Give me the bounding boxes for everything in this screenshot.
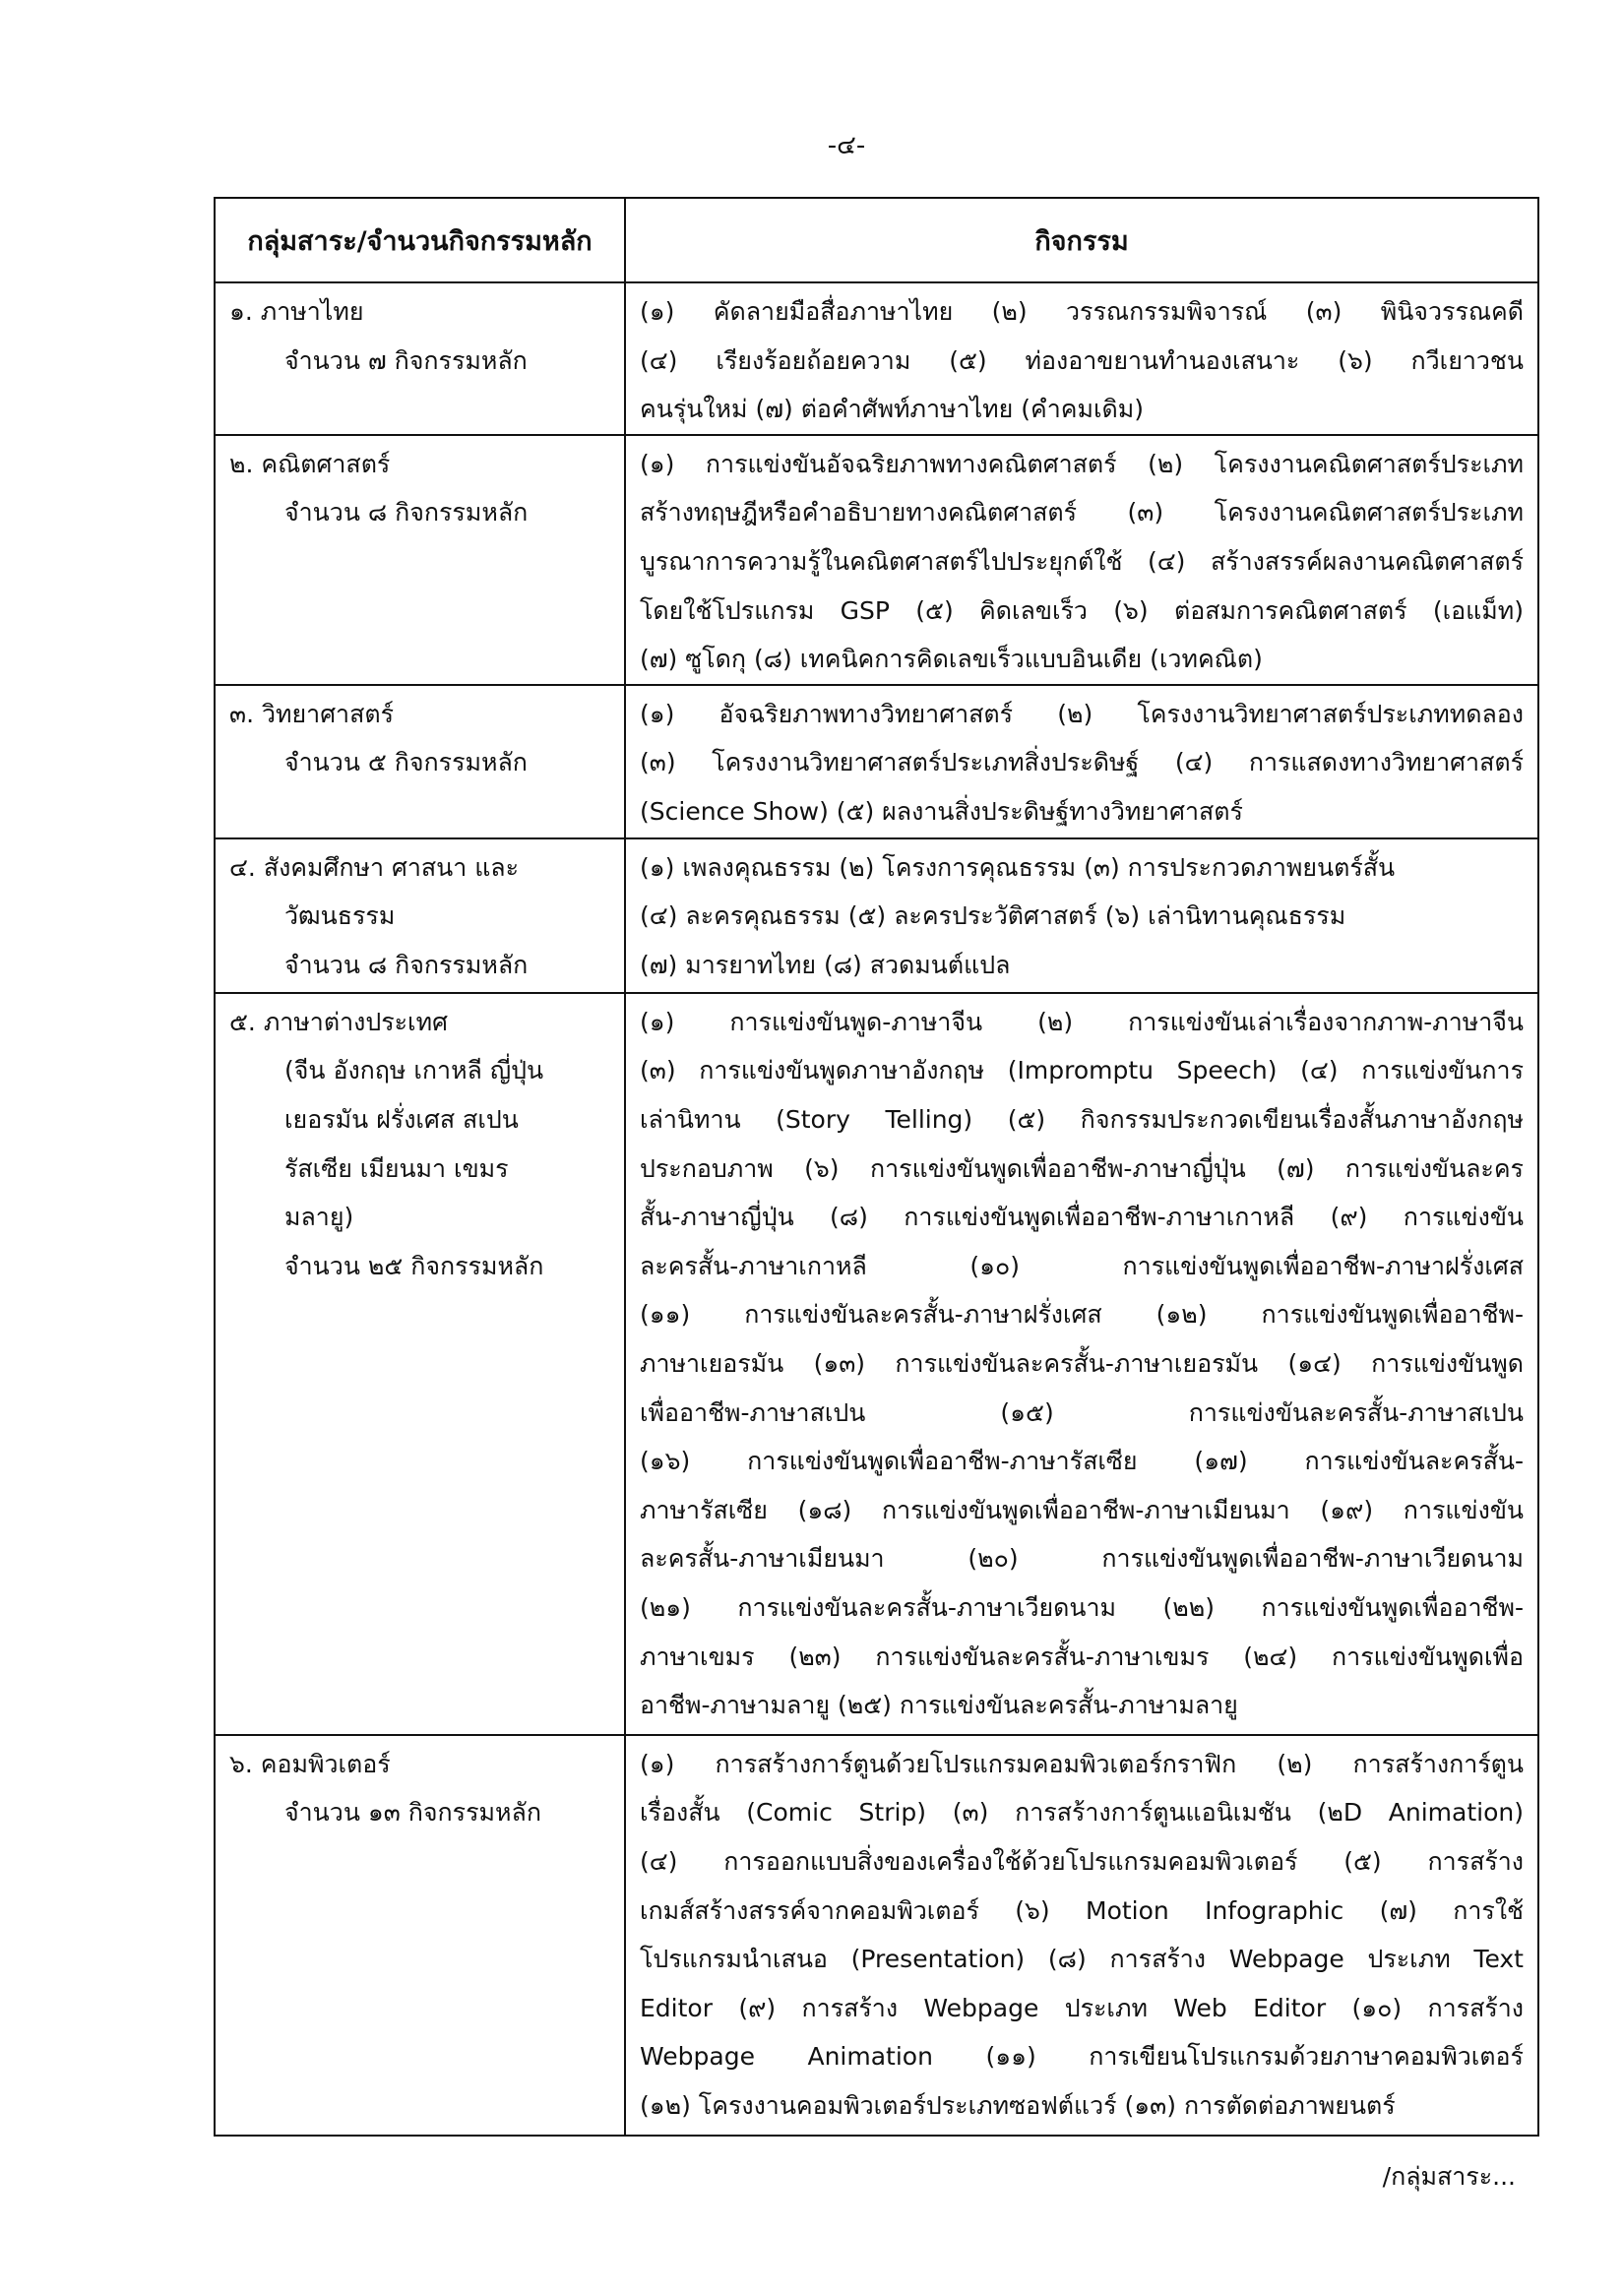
group-count: จำนวน ๑๓ กิจกรรมหลัก bbox=[284, 1798, 541, 1828]
activities-cell bbox=[625, 838, 1538, 993]
activity-line: ภาษาเขมร (๒๓) การแข่งขันละครสั้น-ภาษาเขมร (๒๔) การแข่งขันพูดเพื่อ bbox=[640, 1642, 1524, 1671]
activity-line: เล่านิทาน (Story Telling) (๕) กิจกรรมประกวดเขียนเรื่องสั้นภาษาอังกฤษ bbox=[640, 1104, 1524, 1134]
group-cell bbox=[215, 282, 625, 435]
activity-line: สร้างทฤษฎีหรือคำอธิบายทางคณิตศาสตร์ (๓) โครงงานคณิตศาสตร์ประเภท bbox=[640, 498, 1524, 527]
activity-line: (๑) การสร้างการ์ตูนด้วยโปรแกรมคอมพิวเตอร์กราฟิก (๒) การสร้างการ์ตูน bbox=[640, 1749, 1524, 1778]
activity-line: (๒๑) การแข่งขันละครสั้น-ภาษาเวียดนาม (๒๒) การแข่งขันพูดเพื่ออาชีพ- bbox=[640, 1592, 1524, 1622]
activities-cell bbox=[625, 993, 1538, 1735]
group-title: ๑. ภาษาไทย bbox=[229, 297, 364, 326]
activity-line: เรื่องสั้น (Comic Strip) (๓) การสร้างการ์ตูนแอนิเมชัน (๒D Animation) bbox=[640, 1798, 1524, 1828]
activities-cell bbox=[625, 435, 1538, 685]
continuation-note: /กลุ่มสาระ... bbox=[1382, 2162, 1516, 2191]
activity-line: ประกอบภาพ (๖) การแข่งขันพูดเพื่ออาชีพ-ภาษาญี่ปุ่น (๗) การแข่งขันละคร bbox=[640, 1153, 1524, 1183]
group-count: จำนวน ๗ กิจกรรมหลัก bbox=[284, 345, 528, 375]
activity-line: (๑) เพลงคุณธรรม (๒) โครงการคุณธรรม (๓) การประกวดภาพยนตร์สั้น bbox=[640, 852, 1396, 882]
group-title-cont: รัสเซีย เมียนมา เขมร bbox=[284, 1153, 509, 1183]
table-row bbox=[215, 685, 1538, 838]
activity-line: เกมส์สร้างสรรค์จากคอมพิวเตอร์ (๖) Motion Infographic (๗) การใช้ bbox=[640, 1895, 1524, 1925]
group-cell bbox=[215, 993, 625, 1735]
activity-line: สั้น-ภาษาญี่ปุ่น (๘) การแข่งขันพูดเพื่ออาชีพ-ภาษาเกาหลี (๙) การแข่งขัน bbox=[640, 1203, 1524, 1232]
activity-line: (Science Show) (๕) ผลงานสิ่งประดิษฐ์ทางวิทยาศาสตร์ bbox=[640, 796, 1243, 826]
group-cell bbox=[215, 1735, 625, 2136]
activity-line: Editor (๙) การสร้าง Webpage ประเภท Web Editor (๑๐) การสร้าง bbox=[640, 1993, 1524, 2022]
group-title: ๒. คณิตศาสตร์ bbox=[229, 449, 391, 478]
group-cell bbox=[215, 435, 625, 685]
activity-line: บูรณาการความรู้ในคณิตศาสตร์ไปประยุกต์ใช้ (๔) สร้างสรรค์ผลงานคณิตศาสตร์ bbox=[640, 546, 1524, 576]
table-header-row bbox=[215, 198, 1538, 282]
table-row bbox=[215, 838, 1538, 993]
table-body bbox=[215, 282, 1538, 2136]
group-title: ๕. ภาษาต่างประเทศ bbox=[229, 1007, 448, 1036]
table-row bbox=[215, 282, 1538, 435]
activities-cell bbox=[625, 685, 1538, 838]
table-row bbox=[215, 993, 1538, 1735]
activity-line: (๑๒) โครงงานคอมพิวเตอร์ประเภทซอฟต์แวร์ (๑๓) การตัดต่อภาพยนตร์ bbox=[640, 2090, 1396, 2120]
activity-line: (๗) มารยาทไทย (๘) สวดมนต์แปล bbox=[640, 950, 1011, 979]
group-count: จำนวน ๕ กิจกรรมหลัก bbox=[284, 748, 528, 777]
page-number: -๔- bbox=[827, 131, 866, 160]
group-count: จำนวน ๘ กิจกรรมหลัก bbox=[284, 498, 529, 527]
activity-line: โดยใช้โปรแกรม GSP (๕) คิดเลขเร็ว (๖) ต่อสมการคณิตศาสตร์ (เอแม็ท) bbox=[640, 595, 1524, 625]
group-count: จำนวน ๒๕ กิจกรรมหลัก bbox=[284, 1251, 544, 1280]
activity-line: (๗) ซูโดกุ (๘) เทคนิคการคิดเลขเร็วแบบอินเดีย (เวทคณิต) bbox=[640, 645, 1263, 674]
activity-line: ละครสั้น-ภาษาเกาหลี (๑๐) การแข่งขันพูดเพื่ออาชีพ-ภาษาฝรั่งเศส bbox=[640, 1251, 1524, 1280]
activity-line: (๑) การแข่งขันอัจฉริยภาพทางคณิตศาสตร์ (๒) โครงงานคณิตศาสตร์ประเภท bbox=[640, 449, 1524, 478]
activity-line: (๑) คัดลายมือสื่อภาษาไทย (๒) วรรณกรรมพิจารณ์ (๓) พินิจวรรณคดี bbox=[640, 297, 1524, 326]
activity-line: ภาษารัสเซีย (๑๘) การแข่งขันพูดเพื่ออาชีพ-ภาษาเมียนมา (๑๙) การแข่งขัน bbox=[640, 1495, 1524, 1524]
activity-line: ภาษาเยอรมัน (๑๓) การแข่งขันละครสั้น-ภาษาเยอรมัน (๑๔) การแข่งขันพูด bbox=[640, 1348, 1524, 1378]
activity-line: (๑) อัจฉริยภาพทางวิทยาศาสตร์ (๒) โครงงานวิทยาศาสตร์ประเภททดลอง bbox=[640, 699, 1524, 728]
activity-line: อาชีพ-ภาษามลายู (๒๕) การแข่งขันละครสั้น-ภาษามลายู bbox=[640, 1691, 1238, 1720]
activity-line: (๑๖) การแข่งขันพูดเพื่ออาชีพ-ภาษารัสเซีย (๑๗) การแข่งขันละครสั้น- bbox=[640, 1447, 1524, 1476]
activities-table bbox=[214, 197, 1539, 2137]
activity-line: (๓) การแข่งขันพูดภาษาอังกฤษ (Impromptu Speech) (๔) การแข่งขันการ bbox=[640, 1056, 1524, 1085]
group-title-cont: (จีน อังกฤษ เกาหลี ญี่ปุ่น bbox=[284, 1056, 544, 1085]
activity-line: (๔) การออกแบบสิ่งของเครื่องใช้ด้วยโปรแกรมคอมพิวเตอร์ (๕) การสร้าง bbox=[640, 1846, 1524, 1876]
activity-line: (๔) เรียงร้อยถ้อยความ (๕) ท่องอาขยานทำนองเสนาะ (๖) กวีเยาวชน bbox=[640, 345, 1524, 375]
activity-line: คนรุ่นใหม่ (๗) ต่อคำศัพท์ภาษาไทย (คำคมเดิม) bbox=[640, 395, 1144, 424]
group-title: ๖. คอมพิวเตอร์ bbox=[229, 1749, 391, 1778]
group-title-cont: เยอรมัน ฝรั่งเศส สเปน bbox=[284, 1104, 519, 1134]
group-title-cont: มลายู) bbox=[284, 1203, 354, 1232]
activity-line: เพื่ออาชีพ-ภาษาสเปน (๑๕) การแข่งขันละครสั้น-ภาษาสเปน bbox=[640, 1397, 1524, 1427]
activity-line: Webpage Animation (๑๑) การเขียนโปรแกรมด้วยภาษาคอมพิวเตอร์ bbox=[640, 2042, 1524, 2072]
activities-cell bbox=[625, 282, 1538, 435]
activity-line: (๑) การแข่งขันพูด-ภาษาจีน (๒) การแข่งขันเล่าเรื่องจากภาพ-ภาษาจีน bbox=[640, 1007, 1524, 1036]
activity-line: ละครสั้น-ภาษาเมียนมา (๒๐) การแข่งขันพูดเพื่ออาชีพ-ภาษาเวียดนาม bbox=[640, 1544, 1524, 1574]
group-title: ๓. วิทยาศาสตร์ bbox=[229, 699, 395, 728]
activity-line: โปรแกรมนำเสนอ (Presentation) (๘) การสร้าง Webpage ประเภท Text bbox=[640, 1945, 1524, 1974]
group-count: จำนวน ๘ กิจกรรมหลัก bbox=[284, 950, 529, 979]
group-cell bbox=[215, 838, 625, 993]
activity-line: (๓) โครงงานวิทยาศาสตร์ประเภทสิ่งประดิษฐ์ (๔) การแสดงทางวิทยาศาสตร์ bbox=[640, 748, 1524, 777]
activity-line: (๔) ละครคุณธรรม (๕) ละครประวัติศาสตร์ (๖) เล่านิทานคุณธรรม bbox=[640, 901, 1346, 931]
activity-line: (๑๑) การแข่งขันละครสั้น-ภาษาฝรั่งเศส (๑๒) การแข่งขันพูดเพื่ออาชีพ- bbox=[640, 1300, 1524, 1330]
table-row bbox=[215, 435, 1538, 685]
header-group: กลุ่มสาระ/จำนวนกิจกรรมหลัก bbox=[215, 198, 625, 282]
group-title-cont: วัฒนธรรม bbox=[284, 901, 396, 931]
group-cell bbox=[215, 685, 625, 838]
activities-cell bbox=[625, 1735, 1538, 2136]
group-title: ๔. สังคมศึกษา ศาสนา และ bbox=[229, 852, 520, 882]
table-row bbox=[215, 1735, 1538, 2136]
header-activities: กิจกรรม bbox=[625, 198, 1538, 282]
